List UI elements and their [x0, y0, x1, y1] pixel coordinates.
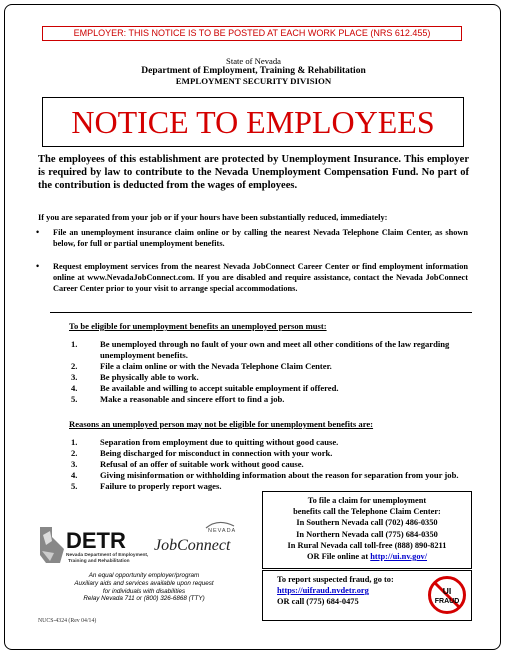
- ineligible-heading: Reasons an unemployed person may not be eligible for unemployment benefits are:: [69, 419, 374, 429]
- list-item: 1. Separation from employment due to quitting without good cause.: [71, 437, 339, 447]
- agency-header: [0, 56, 507, 87]
- list-item: 5. Failure to properly report wages.: [71, 481, 222, 491]
- fraud-report-box: [262, 570, 472, 621]
- list-item: 4. Giving misinformation or withholding information about the reason for separation from your job.: [71, 470, 459, 480]
- intro-paragraph: The employees of this establishment are protected by Unemployment Insurance. This employer is required by law to contribute to the Nevada Unemployment Compensation Fund. No part of the contribution is deducted from the wages of employees.: [38, 154, 469, 192]
- ineligible-list: [69, 437, 469, 492]
- bullet-icon: •: [36, 227, 40, 237]
- bullet-text: Request employment services from the nearest Nevada JobConnect Career Center or find employment information online at www.NevadaJobConnect.com. If you are disabled and require assistance, contact the Nevada JobConnect Career Center prior to your visit to arrange special accommodations.: [53, 262, 468, 293]
- bullet-icon: •: [36, 261, 40, 271]
- file-online-line: OR File online at http://ui.nv.gov/: [306, 552, 428, 562]
- page-title: NOTICE TO EMPLOYEES: [42, 97, 464, 147]
- claim-center-box: [262, 491, 472, 569]
- detr-logo: [36, 523, 158, 567]
- separated-instruction: If you are separated from your job or if your hours have been substantially reduced, immediately:: [38, 213, 388, 222]
- list-item: 5. Make a reasonable and sincere effort to find a job.: [71, 394, 285, 404]
- ui-online-link[interactable]: http://ui.nv.gov/: [370, 552, 428, 562]
- claim-text: benefits call the Telephone Claim Center:: [293, 507, 441, 517]
- section-divider: [50, 312, 472, 313]
- list-item: 2. File a claim online or with the Nevada Telephone Claim Center.: [71, 361, 332, 371]
- bullet-employment-services: [36, 261, 468, 294]
- bullet-file-claim: [36, 227, 468, 249]
- jobconnect-logo: [148, 520, 248, 566]
- rural-nevada-phone: In Rural Nevada call toll-free (888) 890-8211: [287, 540, 447, 550]
- department-name: Department of Employment, Training & Rehabilitation: [141, 66, 366, 77]
- svg-text:NEVADA: NEVADA: [208, 528, 237, 534]
- northern-nevada-phone: In Northern Nevada call (775) 684-0350: [296, 529, 438, 539]
- list-item: 4. Be available and willing to accept suitable employment if offered.: [71, 383, 339, 393]
- bullet-text: File an unemployment insurance claim online or by calling the nearest Nevada Telephone Claim Center, as shown below, for full or partial unemployment benefits.: [53, 228, 468, 248]
- fraud-link[interactable]: https://uifraud.nvdetr.org: [277, 586, 369, 596]
- division-name: EMPLOYMENT SECURITY DIVISION: [175, 76, 332, 87]
- svg-text:Training and Rehabilitation: Training and Rehabilitation: [68, 559, 130, 564]
- form-number: NUCS-4324 (Rev 04/14): [38, 618, 97, 624]
- fraud-badge-text: FRAUD: [434, 598, 460, 605]
- fraud-text: To report suspected fraud, go to:: [277, 575, 394, 584]
- list-item: 3. Be physically able to work.: [71, 372, 199, 382]
- equal-opportunity-notice: An equal opportunity employer/program Auxiliary aids and services available upon request for individuals with disabilities Relay Nevada 711 or (800) 326-6868 (TTY): [74, 572, 214, 603]
- no-fraud-icon: [427, 575, 467, 615]
- list-item: 3. Refusal of an offer of suitable work without good cause.: [71, 459, 304, 469]
- state-name: State of Nevada: [226, 56, 281, 66]
- detr-wordmark: DETR: [66, 528, 126, 553]
- fraud-badge-text: UI: [442, 586, 452, 596]
- svg-text:Nevada Department of Employmen: Nevada Department of Employment,: [66, 553, 149, 558]
- claim-text: To file a claim for unemployment: [307, 496, 427, 505]
- southern-nevada-phone: In Southern Nevada call (702) 486-0350: [296, 518, 438, 528]
- list-item: 1. Be unemployed through no fault of your own and meet all other conditions of the law regarding unemployment benefits.: [71, 339, 450, 360]
- eligible-heading: To be eligible for unemployment benefits an unemployed person must:: [69, 321, 327, 331]
- fraud-phone: OR call (775) 684-0475: [277, 597, 359, 607]
- jobconnect-wordmark: JobConnect: [154, 537, 231, 554]
- list-item: 2. Being discharged for misconduct in connection with your work.: [71, 448, 333, 458]
- eligible-list: [69, 339, 469, 405]
- posting-banner: EMPLOYER: THIS NOTICE IS TO BE POSTED AT EACH WORK PLACE (NRS 612.455): [42, 26, 462, 41]
